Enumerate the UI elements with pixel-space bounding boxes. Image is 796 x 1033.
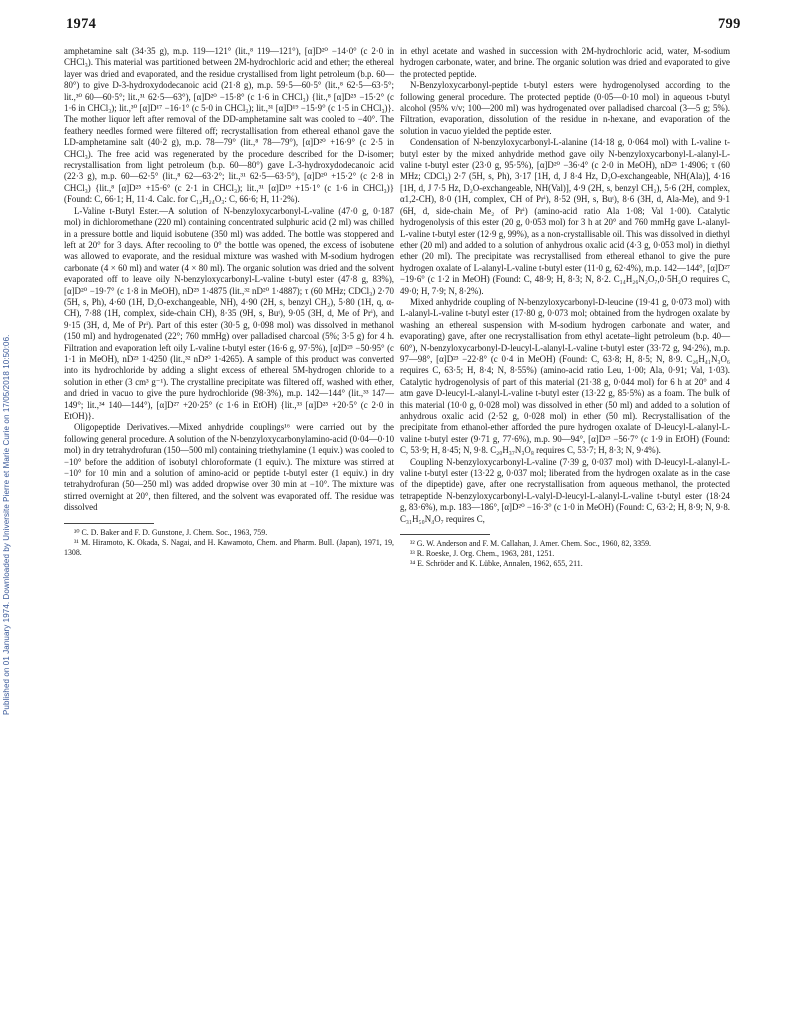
paragraph: Coupling N-benzyloxycarbonyl-L-valine (7·39 g, 0·037 mol) with D-leucyl-L-alanyl-L-valine t-butyl ester (13·22 g, 0·037 mol; liberated from the hydrogen oxalate as in the case of the dipeptide) gave, after one recrystallisation from aqueous methanol, the protected tetrapeptide N-benzyloxycarbonyl-L-valyl-D-leucyl-L-alanyl-L-valine t-butyl ester (18·24 g, 83·6%), m.p. 183—186°, [α]D²⁰ −16·3° (c 1·0 in MeOH) (Found: C, 63·2; H, 8·9; N, 9·8. C₃₁H₅₀N₄O₇ requires C, [400, 456, 730, 524]
paragraph: Condensation of N-benzyloxycarbonyl-L-alanine (14·18 g, 0·064 mol) with L-valine t-butyl ester by the mixed anhydride method gave oily N-benzyloxycarbonyl-L-alanyl-L-valine t-butyl ester (23·0 g, 95·5%), [α]D²⁰ −36·4° (c 2·0 in MeOH), nD²⁵ 1·4906; τ (60 MHz; CDCl₃) 2·7 (5H, s, Ph), 3·17 [1H, d, J 8·4 Hz, D₂O-exchangeable, NH(Ala)], 4·16 [1H, d, J 7·5 Hz, D₂O-exchangeable, NH(Val)], 4·9 (2H, s, benzyl CH₂), 5·6 (2H, complex, α1,2-CH), 8·0 (1H, complex, CH of Prⁱ), 8·52 (9H, s, Buᵗ), 8·6 (3H, d, Ala-Me), and 9·1 (6H, d, side-chain Me₂ of Prⁱ) (amino-acid ratio Ala 1·08; Val 1·00). Catalytic hydrogenolysis of this ester (20 g, 0·053 mol) for 3 h at 20° and 760 mmHg gave L-alanyl-L-valine t-butyl ester (12·9 g, 99%), as a non-crystallisable oil. This was dissolved in diethyl ether (20 ml) and added to a solution of anhydrous oxalic acid (4·3 g, 0·053 mol) in diethyl ether (20 ml). The precipitate was recrystallised from ethereal ethanol to give the pure hydrogen oxalate of L-alanyl-L-valine t-butyl ester (11·0 g, 62·4%), m.p. 142—144°, [α]D²⁷ −19·6° (c 1·2 in MeOH) (Found: C, 48·9; H, 8·3; N, 8·2. C₁₄H₂₆N₂O₇,0·5H₂O requires C, 49·0; H, 7·9; N, 8·2%). [400, 137, 730, 296]
download-watermark: Published on 01 January 1974. Downloaded by Universite Pierre et Marie Curie on 17/05/2018 10:50:06. [2, 334, 11, 716]
footnote: ³² G. W. Anderson and F. M. Callahan, J. Amer. Chem. Soc., 1960, 82, 3359. [410, 539, 652, 549]
journal-year: 1974 [66, 16, 97, 32]
footnote-rule [400, 534, 490, 535]
paragraph: in ethyl acetate and washed in succession with 2M-hydrochloric acid, water, M-sodium hydrogen carbonate, water, and brine. The organic solution was dried and evaporated to give the protected peptide. [400, 46, 730, 79]
paragraph: Mixed anhydride coupling of N-benzyloxycarbonyl-D-leucine (19·41 g, 0·073 mol) with L-alanyl-L-valine t-butyl ester (17·80 g, 0·073 mol; obtained from the hydrogen oxalate by washing an ethereal suspension with M-sodium hydrogen carbonate and water, and evaporating) gave, after one recrystallisation from ethyl acetate–light petroleum (b.p. 40—60°), N-benzyloxycarbonyl-D-leucyl-L-alanyl-L-valine t-butyl ester (33·72 g, 94·2%), m.p. 97—98°, [α]D²³ −22·8° (c 0·4 in MeOH) (Found: C, 63·8; H, 8·5; N, 8·9. C₂₆H₄₁N₃O₆ requires C, 63·5; H, 8·4; N, 8·55%) (amino-acid ratio Leu, 1·00; Ala, 0·91; Val, 1·03). Catalytic hydrogenolysis of part of this material (21·38 g, 0·044 mol) for 6 h at 20° and 4 atm gave D-leucyl-L-alanyl-L-valine t-butyl ester (13·22 g, 85·5%) as a foam. The bulk of this material (10·0 g, 0·028 mol) was dissolved in ether (50 ml) and added to a solution of anhydrous oxalic acid (2·52 g, 0·028 mol) in ether (50 ml). Recrystallisation of the precipitate from ethanol-ether afforded the pure hydrogen oxalate of D-leucyl-L-alanyl-L-valine t-butyl ester (9·71 g, 77·6%), m.p. 90—94°, [α]D²³ −56·7° (c 1·9 in EtOH) (Found: C, 53·9; H, 8·45; N, 9·8. C₂₀H₃₇N₃O₈ requires C, 53·7; H, 8·3; N, 9·4%). [400, 296, 730, 456]
page-number: 799 [718, 16, 741, 32]
footnote: ³⁰ C. D. Baker and F. D. Gunstone, J. Chem. Soc., 1963, 759. [74, 527, 268, 537]
paragraph: Oligopeptide Derivatives.—Mixed anhydride couplings¹⁶ were carried out by the following general procedure. A solution of the N-benzyloxycarbonylamino-acid (0·04—0·10 mol) in dry tetrahydrofuran (150—500 ml) containing triethylamine (1 equiv.) was cooled to −10° before the addition of isobutyl chloroformate (1 equiv.). The mixture was stirred at −10° for 10 min and a solution of amino-acid or peptide t-butyl ester (1 equiv.) in dry tetrahydrofuran (50—250 ml) was added dropwise over 30 min at −10°. The mixture was stirred overnight at 20°, then filtered, and the solvent was evaporated off. The residue was dissolved [64, 422, 395, 513]
footnote-rule [64, 523, 154, 524]
footnote: ³¹ M. Hiramoto, K. Okada, S. Nagai, and H. Kawamoto, Chem. and Pharm. Bull. (Japan), 1971, 19, 1308. [64, 537, 394, 557]
paragraph: N-Benzyloxycarbonyl-peptide t-butyl esters were hydrogenolysed according to the following general procedure. The protected peptide (0·05—0·10 mol) in aqueous t-butyl alcohol (95% v/v; 100—200 ml) was hydrogenated over palladised charcoal (3—5 g; 5%). Filtration, evaporation, dissolution of the residue in n-hexane, and evaporation of the solution in vacuo yielded the peptide ester. [400, 80, 730, 136]
paragraph: L-Valine t-Butyl Ester.—A solution of N-benzyloxycarbonyl-L-valine (47·0 g, 0·187 mol) in dichloromethane (220 ml) containing concentrated sulphuric acid (2 ml) was chilled in a pressure bottle and liquid isobutene (350 ml) was added. The bottle was stoppered and left at 20° for 3 days. After recooling to 0° the bottle was opened, the excess of isobutene was allowed to evaporate, and the residual mixture was washed with M-sodium hydrogen carbonate (4 × 60 ml) and water (4 × 80 ml). The organic solution was dried and the solvent evaporated off to leave oily N-benzyloxycarbonyl-L-valine t-butyl ester (47·8 g, 83%), [α]D²⁰ −19·7° (c 1·8 in MeOH), nD²⁵ 1·4875 (lit.,³² nD²⁰ 1·4887); τ (60 MHz; CDCl₃) 2·70 (5H, s, Ph), 4·60 (1H, D₂O-exchangeable, NH), 4·90 (2H, s, benzyl CH₂), 5·80 (1H, q, α-CH), 7·88 (1H, complex, side-chain CH), 8·35 (9H, s, Buᵗ), 9·05 (3H, d, Me of Prⁱ), and 9·15 (3H, d, Me of Prⁱ). Part of this ester (30·5 g, 0·098 mol) was dissolved in methanol (150 ml) and hydrogenated (22°; 760 mmHg) over palladised charcoal (5%; 3·5 g) for 4 h. Filtration and evaporation left oily L-valine t-butyl ester (16·6 g, 97·5%), [α]D²⁵ −50·95° (c 1·1 in MeOH), nD²³ 1·4250 (lit.,³² nD²⁰ 1·4265). A sample of this product was converted into its hydrochloride by adding a slight excess of ethereal 5M-hydrogen chloride to a solution in ether (3 cm³ g⁻¹). The crystalline precipitate was filtered off, washed with ether, and dried in vacuo to give the pure hydrochloride (98·3%), m.p. 142—144° (lit.,³³ 147—149°; lit.,³⁴ 140—144°), [α]D²⁷ +20·25° (c 1·6 in EtOH) {lit.,³³ [α]D²⁵ +20·5° (c 2·0 in EtOH)}. [64, 205, 394, 421]
left-column [64, 46, 394, 558]
right-column [400, 46, 730, 569]
footnote: ³³ R. Roeske, J. Org. Chem., 1963, 281, 1251. [410, 549, 555, 559]
paragraph: amphetamine salt (34·35 g), m.p. 119—121° (lit.,⁸ 119—121°), [α]D²⁰ −14·0° (c 2·0 in CHCl₃). This material was partitioned between 2M-hydrochloric acid and ether; the ethereal layer was dried and evaporated, and the residue crystallised from light petroleum (b.p. 60—80°) to give D-3-hydroxydodecanoic acid (21·8 g), m.p. 59·5—60·5° (lit.,⁸ 62·5—63·5°; lit.,³⁰ 60—60·5°; lit.,³¹ 62·5—63°), [α]D²⁰ −15·8° (c 1·6 in CHCl₃) {lit.,⁸ [α]D²⁵ −15·2° (c 1·6 in CHCl₃); lit.,³⁰ [α]D¹⁷ −16·1° (c 5·0 in CHCl₃); lit.,³¹ [α]D¹⁹ −15·9° (c 1·5 in CHCl₃)}. The mother liquor left after removal of the DD-amphetamine salt was cooled to −40°. The feathery needles formed were filtered off; recrystallisation from ethereal ethanol gave the LD-amphetamine salt (40·2 g), m.p. 78—79° (lit.,⁸ 78—79°), [α]D²⁰ +16·9° (c 2·5 in CHCl₃). The free acid was regenerated by the procedure described for the D-isomer; recrystallisation from light petroleum (b.p. 60—80°) gave L-3-hydroxydodecanoic acid (22·3 g), m.p. 60—62·5° (lit.,⁸ 62—63·2°; lit.,³¹ 62·5—63·5°), [α]D²⁰ +15·2° (c 2·8 in CHCl₃) {lit.,⁸ [α]D²⁵ +15·6° (c 2·1 in CHCl₃); lit.,³¹ [α]D¹⁹ +15·1° (c 1·6 in CHCl₃)} (Found: C, 66·1; H, 11·4. Calc. for C₁₂H₂₄O₃: C, 66·6; H, 11·2%). [64, 46, 394, 205]
footnote: ³⁴ E. Schröder and K. Lübke, Annalen, 1962, 655, 211. [410, 559, 583, 569]
